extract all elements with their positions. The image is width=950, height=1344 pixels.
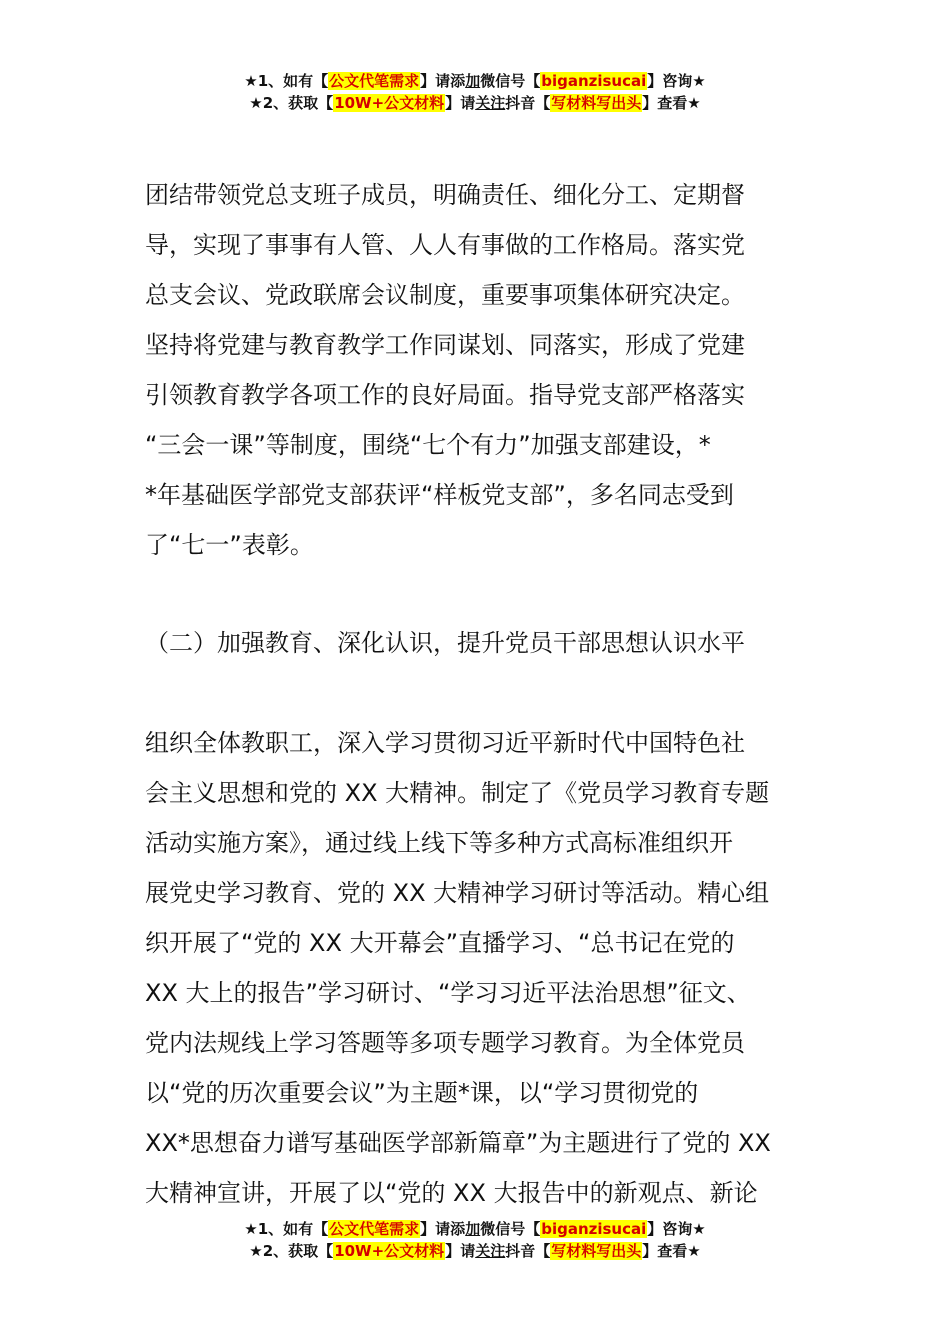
banner-text: ★2、获取【	[249, 94, 334, 112]
section-heading	[145, 618, 815, 668]
banner-douyin-name: 写材料写出头	[551, 1242, 642, 1260]
banner-highlight: 公文代笔需求	[329, 1220, 420, 1238]
banner-text: ★2、获取【	[249, 1242, 334, 1260]
text-line: 大精神宣讲，开展了以“党的 XX 大报告中的新观点、新论	[145, 1179, 758, 1207]
text-line: 活动实施方案》，通过线上线下等多种方式高标准组织开	[145, 829, 733, 857]
footer-banner	[0, 1218, 950, 1262]
banner-text: ★1、如有【	[244, 72, 329, 90]
text-line: 总支会议、党政联席会议制度，重要事项集体研究决定。	[145, 281, 745, 309]
text-line: 组织全体教职工，深入学习贯彻习近平新时代中国特色社	[145, 729, 745, 757]
text-line: XX 大上的报告”学习研讨、“学习习近平法治思想”征文、	[145, 979, 751, 1007]
paragraph-1	[145, 170, 815, 570]
text-line: 以“党的历次重要会议”为主题*课，以“学习贯彻党的	[145, 1079, 699, 1107]
banner-underline: 加	[465, 1220, 481, 1238]
text-line: XX*思想奋力谱写基础医学部新篇章”为主题进行了党的 XX	[145, 1129, 771, 1157]
banner-text: 】请添	[420, 1220, 466, 1238]
banner-text: 抖音【	[505, 1242, 551, 1260]
banner-text: 】请	[445, 94, 476, 112]
banner-underline: 加	[465, 72, 481, 90]
text-line: 展党史学习教育、党的 XX 大精神学习研讨等活动。精心组	[145, 879, 770, 907]
text-line: 织开展了“党的 XX 大开幕会”直播学习、“总书记在党的	[145, 929, 735, 957]
text-line: 引领教育教学各项工作的良好局面。指导党支部严格落实	[145, 381, 745, 409]
banner-highlight: 公文代笔需求	[329, 72, 420, 90]
banner-text: 抖音【	[505, 94, 551, 112]
text-line: 会主义思想和党的 XX 大精神。制定了《党员学习教育专题	[145, 779, 770, 807]
banner-underline: 关注	[475, 94, 506, 112]
banner-highlight: 10W+公文材料	[334, 94, 445, 112]
banner-line-1	[0, 70, 950, 92]
banner-wechat-id: biganzisucai	[541, 72, 647, 90]
banner-text: 】查看★	[642, 1242, 701, 1260]
banner-text: 】咨询★	[647, 72, 706, 90]
paragraph-2	[145, 718, 815, 1218]
section-heading-text: （二）加强教育、深化认识，提升党员干部思想认识水平	[145, 629, 745, 657]
text-line: 导，实现了事事有人管、人人有事做的工作格局。落实党	[145, 231, 745, 259]
text-line: *年基础医学部党支部获评“样板党支部”，多名同志受到	[145, 481, 734, 509]
banner-text: 】请添	[420, 72, 466, 90]
banner-text: 微信号【	[480, 1220, 541, 1238]
banner-underline: 关注	[475, 1242, 506, 1260]
banner-text: 】请	[445, 1242, 476, 1260]
banner-line-2	[0, 1240, 950, 1262]
text-line: “三会一课”等制度，围绕“七个有力”加强支部建设，*	[145, 431, 711, 459]
banner-douyin-name: 写材料写出头	[551, 94, 642, 112]
text-line: 党内法规线上学习答题等多项专题学习教育。为全体党员	[145, 1029, 745, 1057]
banner-wechat-id: biganzisucai	[541, 1220, 647, 1238]
text-line: 了“七一”表彰。	[145, 531, 314, 559]
banner-text: 】咨询★	[647, 1220, 706, 1238]
banner-highlight: 10W+公文材料	[334, 1242, 445, 1260]
text-line: 坚持将党建与教育教学工作同谋划、同落实，形成了党建	[145, 331, 745, 359]
banner-line-1	[0, 1218, 950, 1240]
banner-text: 微信号【	[480, 72, 541, 90]
text-line: 团结带领党总支班子成员，明确责任、细化分工、定期督	[145, 181, 745, 209]
header-banner	[0, 70, 950, 114]
banner-text: ★1、如有【	[244, 1220, 329, 1238]
banner-line-2	[0, 92, 950, 114]
banner-text: 】查看★	[642, 94, 701, 112]
